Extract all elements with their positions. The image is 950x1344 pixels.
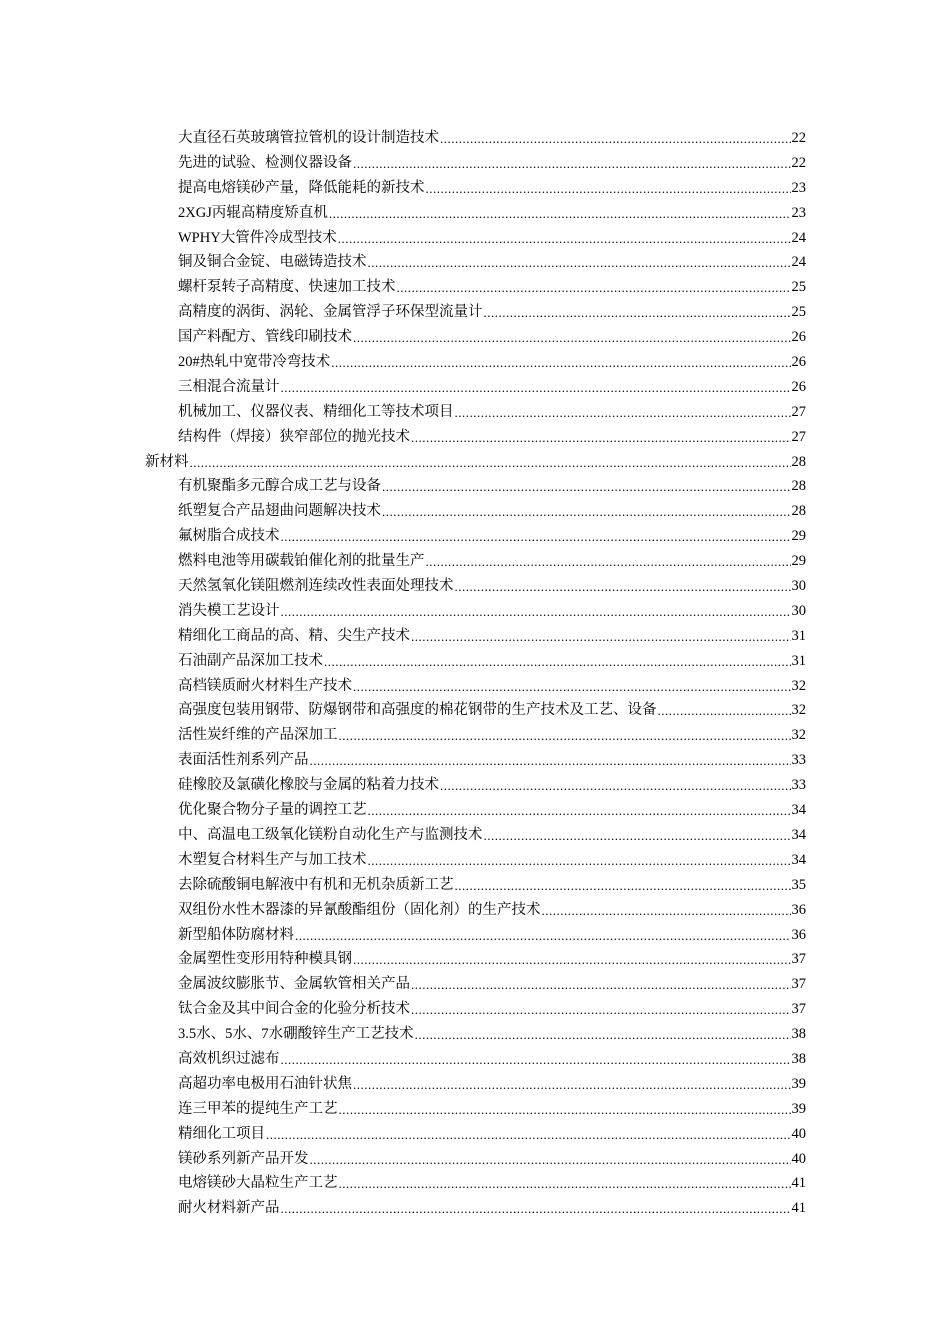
toc-entry-title: 电熔镁砂大晶粒生产工艺 [178,1175,338,1192]
toc-dot-leader [295,924,791,949]
toc-entry[interactable] [0,923,806,948]
toc-page-number: 37 [791,951,806,968]
toc-dot-leader [339,1098,791,1123]
toc-dot-leader [455,874,791,899]
toc-page-number: 26 [791,378,806,395]
toc-dot-leader [339,1172,791,1197]
toc-dot-leader [329,202,791,227]
toc-entry-title: 新材料 [145,453,189,470]
toc-page-number: 35 [791,876,806,893]
toc-page-number: 32 [791,727,806,744]
toc-dot-leader [353,675,791,700]
toc-entry-title: 钛合金及其中间合金的化验分析技术 [178,1001,410,1018]
toc-entry-title: 精细化工商品的高、精、尖生产技术 [178,627,410,644]
toc-entry[interactable] [0,1097,806,1122]
toc-entry-title: 高档镁质耐火材料生产技术 [178,677,352,694]
toc-entry[interactable] [0,848,806,873]
toc-page-number: 28 [791,503,806,520]
toc-entry-title: 表面活性剂系列产品 [178,752,309,769]
toc-entry[interactable] [0,524,806,549]
toc-entry[interactable] [0,201,806,226]
toc-entry[interactable] [0,325,806,350]
toc-dot-leader [324,650,791,675]
toc-page-number: 41 [791,1175,806,1192]
toc-dot-leader [281,1048,791,1073]
toc-dot-leader [310,1148,791,1173]
toc-entry-title: 双组份水性木器漆的异氰酸酯组份（固化剂）的生产技术 [178,901,541,918]
toc-entry[interactable] [0,549,806,574]
toc-page-number: 27 [791,403,806,420]
toc-entry[interactable] [0,1171,806,1196]
toc-dot-leader [484,824,791,849]
toc-dot-leader [368,799,791,824]
toc-page-number: 31 [791,627,806,644]
toc-entry-title: 氟树脂合成技术 [178,528,280,545]
toc-dot-leader [281,1197,791,1222]
toc-entry-title: 优化聚合物分子量的调控工艺 [178,802,367,819]
toc-dot-leader [411,426,791,451]
toc-page-number: 30 [791,578,806,595]
toc-entry[interactable] [0,300,806,325]
toc-dot-leader [339,724,791,749]
toc-entry[interactable] [0,823,806,848]
toc-entry[interactable] [0,126,806,151]
toc-entry[interactable] [0,474,806,499]
toc-entry[interactable] [0,599,806,624]
toc-entry-title: 金属波纹膨胀节、金属软管相关产品 [178,976,410,993]
toc-page-number: 22 [791,154,806,171]
toc-entry[interactable] [0,425,806,450]
toc-dot-leader [353,326,791,351]
toc-dot-leader [281,600,791,625]
toc-entry[interactable] [0,898,806,923]
toc-entry-title: 2XGJ丙辊高精度矫直机 [178,204,328,221]
toc-page-number: 33 [791,752,806,769]
toc-dot-leader [281,376,791,401]
toc-entry-title: 高强度包装用钢带、防爆钢带和高强度的棉花钢带的生产技术及工艺、设备 [178,702,657,719]
toc-dot-leader [338,227,791,252]
toc-dot-leader [411,998,791,1023]
toc-entry[interactable] [0,400,806,425]
toc-entry[interactable] [0,997,806,1022]
toc-dot-leader [368,251,791,276]
toc-entry-title: WPHY大管件冷成型技术 [178,229,337,246]
toc-dot-leader [368,849,791,874]
toc-page-number: 34 [791,826,806,843]
toc-entry[interactable] [0,748,806,773]
toc-entry[interactable] [0,698,806,723]
toc-entry[interactable] [0,151,806,176]
toc-dot-leader [310,749,791,774]
toc-dot-leader [190,451,791,476]
toc-dot-leader [484,301,791,326]
toc-entry-title: 提高电熔镁砂产量，降低能耗的新技术 [178,179,425,196]
toc-entry[interactable] [0,624,806,649]
toc-dot-leader [353,152,791,177]
toc-entry-title: 新型船体防腐材料 [178,926,294,943]
toc-page-number: 38 [791,1026,806,1043]
toc-entry[interactable] [0,674,806,699]
toc-dot-leader [426,550,791,575]
toc-page-number: 38 [791,1050,806,1067]
table-of-contents [0,126,950,1221]
toc-page-number: 40 [791,1150,806,1167]
toc-page-number: 34 [791,851,806,868]
toc-page-number: 29 [791,528,806,545]
toc-page-number: 36 [791,901,806,918]
toc-page-number: 25 [791,304,806,321]
toc-entry-title: 活性炭纤维的产品深加工 [178,727,338,744]
toc-entry[interactable] [0,574,806,599]
toc-entry-title: 中、高温电工级氧化镁粉自动化生产与监测技术 [178,826,483,843]
toc-entry[interactable] [0,649,806,674]
toc-dot-leader [382,500,791,525]
toc-page-number: 23 [791,179,806,196]
toc-page-number: 23 [791,204,806,221]
toc-page-number: 30 [791,602,806,619]
toc-page-number: 28 [791,478,806,495]
toc-page-number: 41 [791,1200,806,1217]
toc-entry-title: 去除硫酸铜电解液中有机和无机杂质新工艺 [178,876,454,893]
toc-page-number: 27 [791,428,806,445]
toc-entry-title: 精细化工项目 [178,1125,265,1142]
toc-entry[interactable] [0,1196,806,1221]
toc-dot-leader [353,1073,791,1098]
toc-page-number: 26 [791,329,806,346]
toc-page-number: 22 [791,130,806,146]
toc-page-number: 24 [791,229,806,246]
toc-entry-title: 燃料电池等用碳载铂催化剂的批量生产 [178,553,425,570]
toc-entry-title: 镁砂系列新产品开发 [178,1150,309,1167]
toc-entry-title: 国产料配方、管线印刷技术 [178,329,352,346]
toc-entry[interactable] [0,873,806,898]
toc-page-number: 36 [791,926,806,943]
toc-dot-leader [440,127,791,152]
toc-entry[interactable] [0,275,806,300]
toc-entry-title: 大直径石英玻璃管拉管机的设计制造技术 [178,130,439,146]
toc-entry-title: 天然氢氧化镁阻燃剂连续改性表面处理技术 [178,578,454,595]
toc-dot-leader [353,948,791,973]
toc-page-number: 40 [791,1125,806,1142]
toc-dot-leader [426,177,791,202]
toc-entry-title: 硅橡胶及氯磺化橡胶与金属的粘着力技术 [178,777,439,794]
toc-page-number: 33 [791,777,806,794]
toc-page-number: 24 [791,254,806,271]
toc-entry-title: 先进的试验、检测仪器设备 [178,154,352,171]
toc-dot-leader [455,401,791,426]
toc-entry-title: 高精度的涡街、涡轮、金属管浮子环保型流量计 [178,304,483,321]
toc-entry-title: 金属塑性变形用特种模具钢 [178,951,352,968]
toc-entry[interactable] [0,947,806,972]
toc-dot-leader [440,774,791,799]
toc-page-number: 39 [791,1075,806,1092]
toc-page-number: 32 [791,677,806,694]
toc-entry[interactable] [0,250,806,275]
toc-entry-title: 铜及铜合金锭、电磁铸造技术 [178,254,367,271]
toc-page-number: 28 [791,453,806,470]
toc-entry[interactable] [0,499,806,524]
toc-entry[interactable] [0,773,806,798]
toc-entry-title: 消失模工艺设计 [178,602,280,619]
toc-page-number: 25 [791,279,806,296]
toc-dot-leader [281,525,791,550]
toc-entry[interactable] [0,375,806,400]
toc-section-heading[interactable] [0,450,806,475]
toc-page-number: 34 [791,802,806,819]
toc-entry-title: 三相混合流量计 [178,378,280,395]
toc-dot-leader [411,625,791,650]
toc-dot-leader [658,699,791,724]
toc-page-number: 37 [791,976,806,993]
toc-dot-leader [331,351,790,376]
toc-dot-leader [266,1123,791,1148]
toc-dot-leader [542,899,791,924]
toc-entry-title: 20#热轧中宽带冷弯技术 [178,354,331,371]
toc-entry[interactable] [0,350,806,375]
toc-entry-title: 高超功率电极用石油针状焦 [178,1075,352,1092]
toc-page-number: 26 [791,354,806,371]
toc-dot-leader [415,1023,791,1048]
toc-dot-leader [411,973,791,998]
toc-entry[interactable] [0,723,806,748]
toc-entry[interactable] [0,1147,806,1172]
toc-dot-leader [397,276,791,301]
toc-entry[interactable] [0,1022,806,1047]
toc-entry[interactable] [0,1122,806,1147]
toc-entry-title: 有机聚酯多元醇合成工艺与设备 [178,478,381,495]
toc-dot-leader [382,475,791,500]
toc-entry-title: 纸塑复合产品翅曲问题解决技术 [178,503,381,520]
toc-entry-title: 螺杆泵转子高精度、快速加工技术 [178,279,396,296]
toc-entry-title: 连三甲苯的提纯生产工艺 [178,1100,338,1117]
toc-entry[interactable] [0,798,806,823]
toc-page-number: 39 [791,1100,806,1117]
toc-entry-title: 高效机织过滤布 [178,1050,280,1067]
toc-page-number: 37 [791,1001,806,1018]
toc-entry[interactable] [0,226,806,251]
toc-entry-title: 木塑复合材料生产与加工技术 [178,851,367,868]
toc-entry-title: 结构件（焊接）狭窄部位的抛光技术 [178,428,410,445]
toc-entry-title: 3.5水、5水、7水硼酸锌生产工艺技术 [178,1026,414,1043]
toc-entry[interactable] [0,972,806,997]
toc-entry[interactable] [0,176,806,201]
toc-page-number: 31 [791,652,806,669]
toc-entry-title: 机械加工、仪器仪表、精细化工等技术项目 [178,403,454,420]
toc-entry-title: 石油副产品深加工技术 [178,652,323,669]
toc-entry[interactable] [0,1047,806,1072]
toc-entry[interactable] [0,1072,806,1097]
toc-page-number: 29 [791,553,806,570]
toc-dot-leader [455,575,791,600]
toc-entry-title: 耐火材料新产品 [178,1200,280,1217]
toc-page-number: 32 [791,702,806,719]
